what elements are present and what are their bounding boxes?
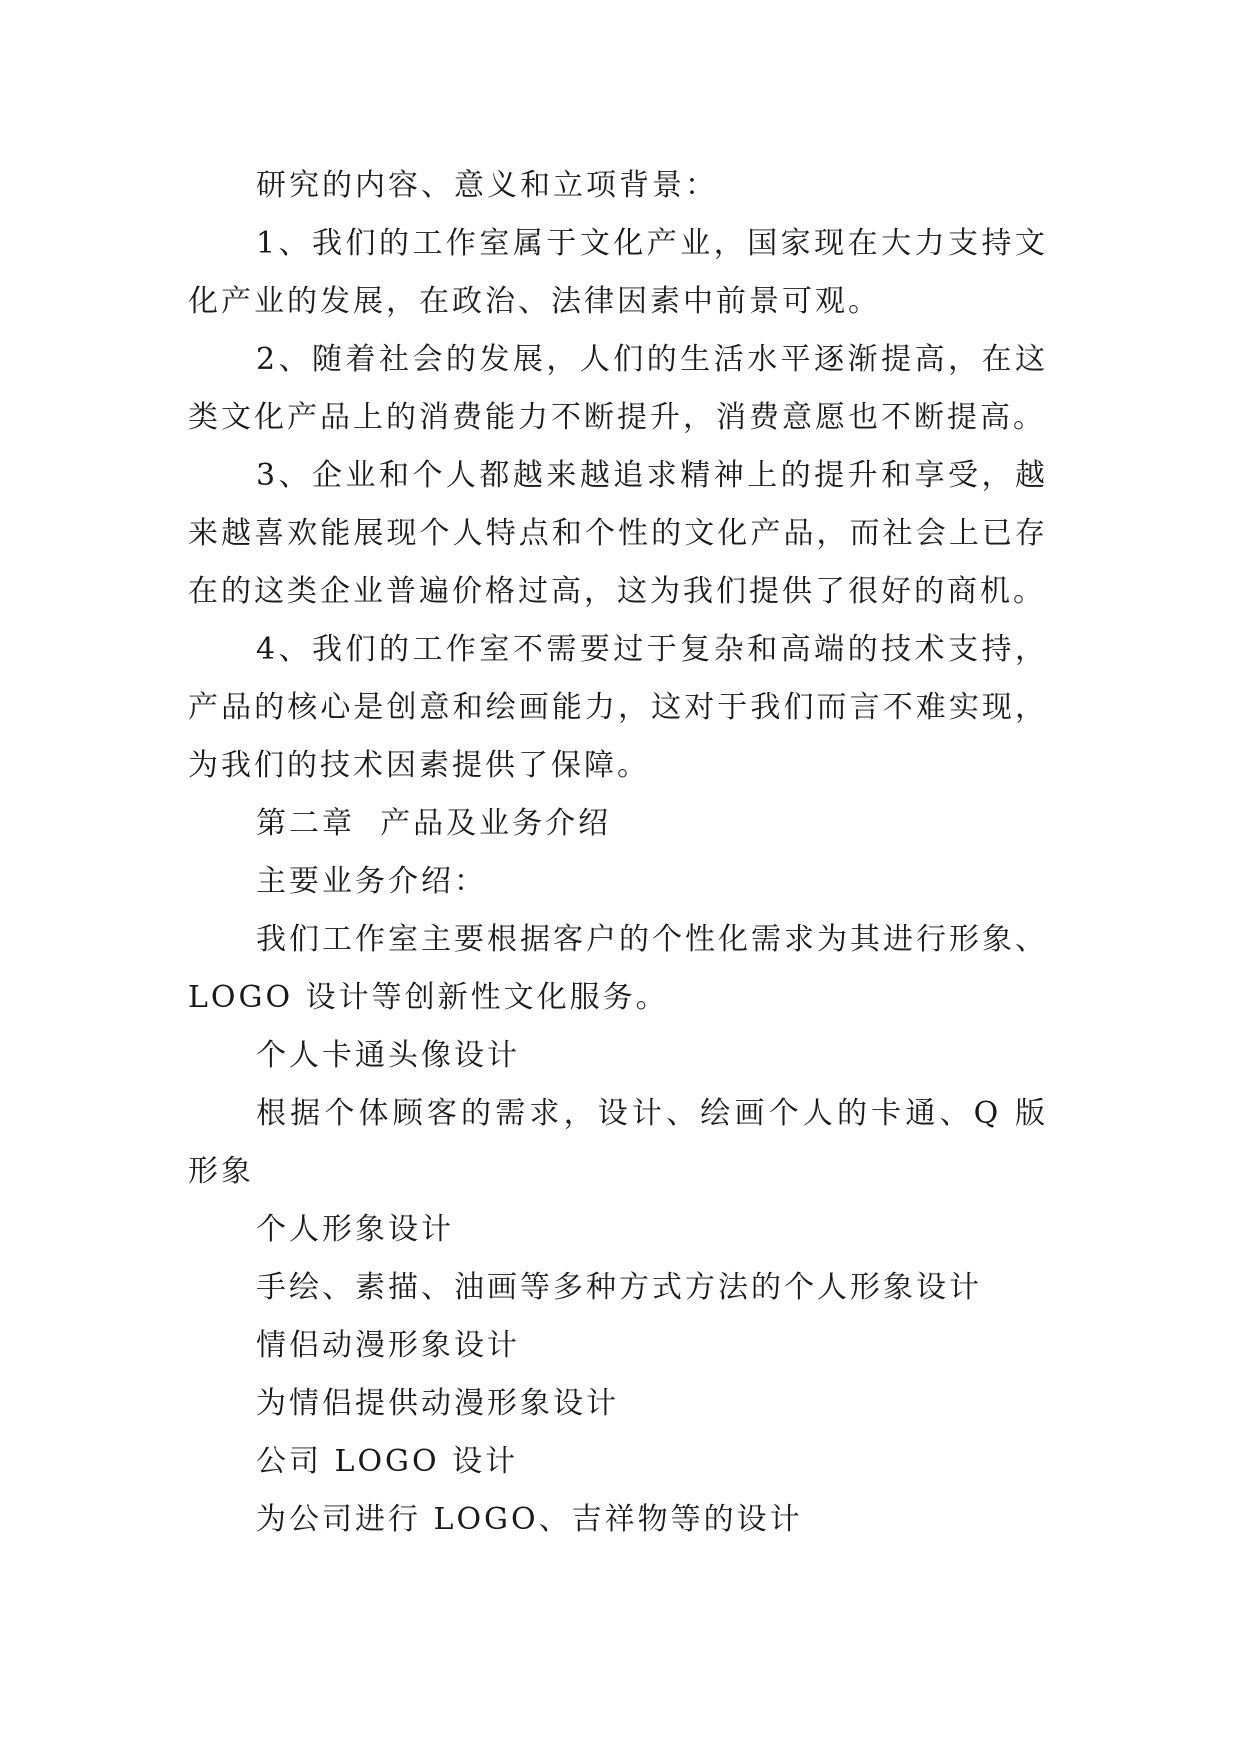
- paragraph-business-intro: 我们工作室主要根据客户的个性化需求为其进行形象、LOGO 设计等创新性文化服务。: [188, 922, 1048, 1015]
- paragraph-point-3: 3、企业和个人都越来越追求精神上的提升和享受，越来越喜欢能展现个人特点和个性的文化产品，而社会上已存在的这类企业普遍价格过高，这为我们提供了很好的商机。: [188, 458, 1048, 609]
- service-desc-couple-anime: 为情侣提供动漫形象设计: [256, 1386, 619, 1421]
- section-heading-main-business: 主要业务介绍：: [256, 864, 487, 899]
- document-body: [188, 157, 1048, 1549]
- service-title-company-logo: 公司 LOGO 设计: [256, 1444, 519, 1479]
- service-title-cartoon-avatar: 个人卡通头像设计: [256, 1038, 520, 1073]
- service-title-couple-anime: 情侣动漫形象设计: [256, 1328, 520, 1363]
- chapter-title: 第二章 产品及业务介绍: [256, 806, 612, 841]
- paragraph-point-4: 4、我们的工作室不需要过于复杂和高端的技术支持，产品的核心是创意和绘画能力，这对于我们而言不难实现，为我们的技术因素提供了保障。: [188, 632, 1048, 783]
- paragraph-point-2: 2、随着社会的发展，人们的生活水平逐渐提高，在这类文化产品上的消费能力不断提升，消费意愿也不断提高。: [188, 342, 1048, 435]
- service-desc-company-logo: 为公司进行 LOGO、吉祥物等的设计: [256, 1502, 803, 1537]
- service-desc-cartoon-avatar: 根据个体顾客的需求，设计、绘画个人的卡通、Q 版形象: [188, 1096, 1048, 1189]
- paragraph-research-heading: 研究的内容、意义和立项背景：: [256, 168, 718, 203]
- paragraph-point-1: 1、我们的工作室属于文化产业，国家现在大力支持文化产业的发展，在政治、法律因素中前景可观。: [188, 226, 1048, 319]
- service-desc-personal-image: 手绘、素描、油画等多种方式方法的个人形象设计: [256, 1270, 982, 1305]
- service-title-personal-image: 个人形象设计: [256, 1212, 454, 1247]
